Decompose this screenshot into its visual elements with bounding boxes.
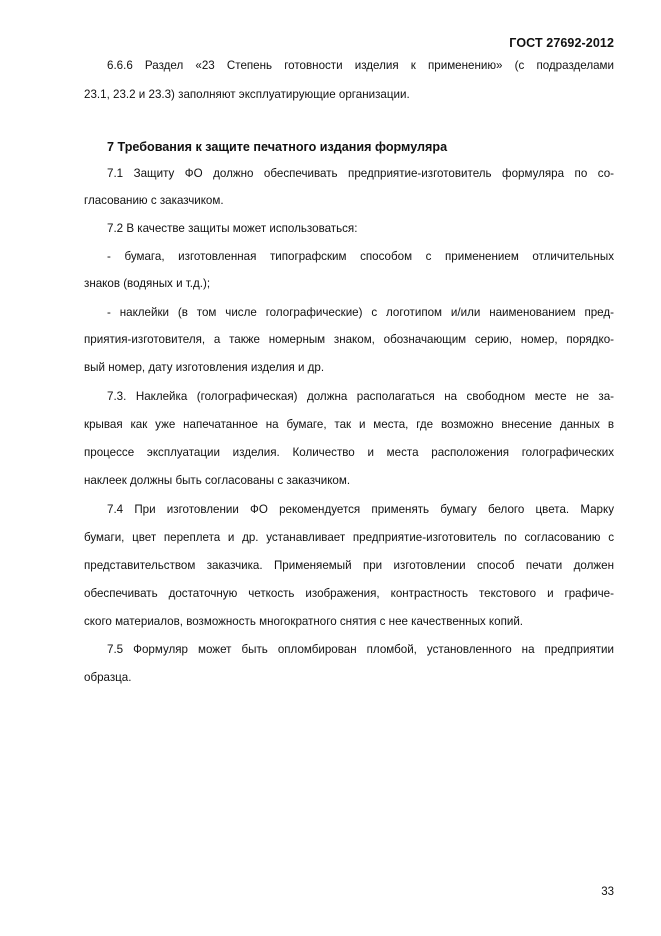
text-line: 7.3. Наклейка (голографическая) должна располагаться на свободном месте не за- [107, 390, 614, 403]
text-line: - наклейки (в том числе голографические) с логотипом и/или наименованием пред- [107, 306, 614, 319]
text-line: знаков (водяных и т.д.); [84, 277, 211, 290]
text-line: 7.2 В качестве защиты может использоваться: [107, 222, 358, 235]
text-line: образца. [84, 671, 132, 684]
text-line: бумаги, цвет переплета и др. устанавливает предприятие-изготовитель по согласованию с [84, 531, 614, 544]
text-line: 7.5 Формуляр может быть опломбирован пломбой, установленного на предприятии [107, 643, 614, 656]
text-line: процессе эксплуатации изделия. Количество и места расположения голографических [84, 446, 614, 459]
text-line: представительством заказчика. Применяемый при изготовлении способ печати должен [84, 559, 614, 572]
text-line: ского материалов, возможность многократного снятия с нее качественных копий. [84, 615, 524, 628]
text-line: - бумага, изготовленная типографским способом с применением отличительных [107, 250, 614, 263]
text-line: наклеек должны быть согласованы с заказчиком. [84, 474, 351, 487]
text-line: гласованию с заказчиком. [84, 194, 224, 207]
text-line: 6.6.6 Раздел «23 Степень готовности изделия к применению» (с подразделами [107, 59, 614, 72]
text-line: 7.1 Защиту ФО должно обеспечивать предприятие-изготовитель формуляра по со- [107, 167, 614, 180]
text-line: приятия-изготовителя, а также номерным знаком, обозначающим серию, номер, порядко- [84, 333, 614, 346]
text-line: вый номер, дату изготовления изделия и др. [84, 361, 325, 374]
page-number: 33 [601, 886, 614, 898]
text-line: обеспечивать достаточную четкость изображения, контрастность текстового и графиче- [84, 587, 614, 600]
document-code: ГОСТ 27692-2012 [509, 36, 614, 50]
text-line: 23.1, 23.2 и 23.3) заполняют эксплуатирующие организации. [84, 88, 410, 101]
text-line: крывая как уже напечатанное на бумаге, так и места, где возможно внесение данных в [84, 418, 614, 431]
section-heading: 7 Требования к защите печатного издания формуляра [107, 140, 448, 154]
text-line: 7.4 При изготовлении ФО рекомендуется применять бумагу белого цвета. Марку [107, 503, 614, 516]
